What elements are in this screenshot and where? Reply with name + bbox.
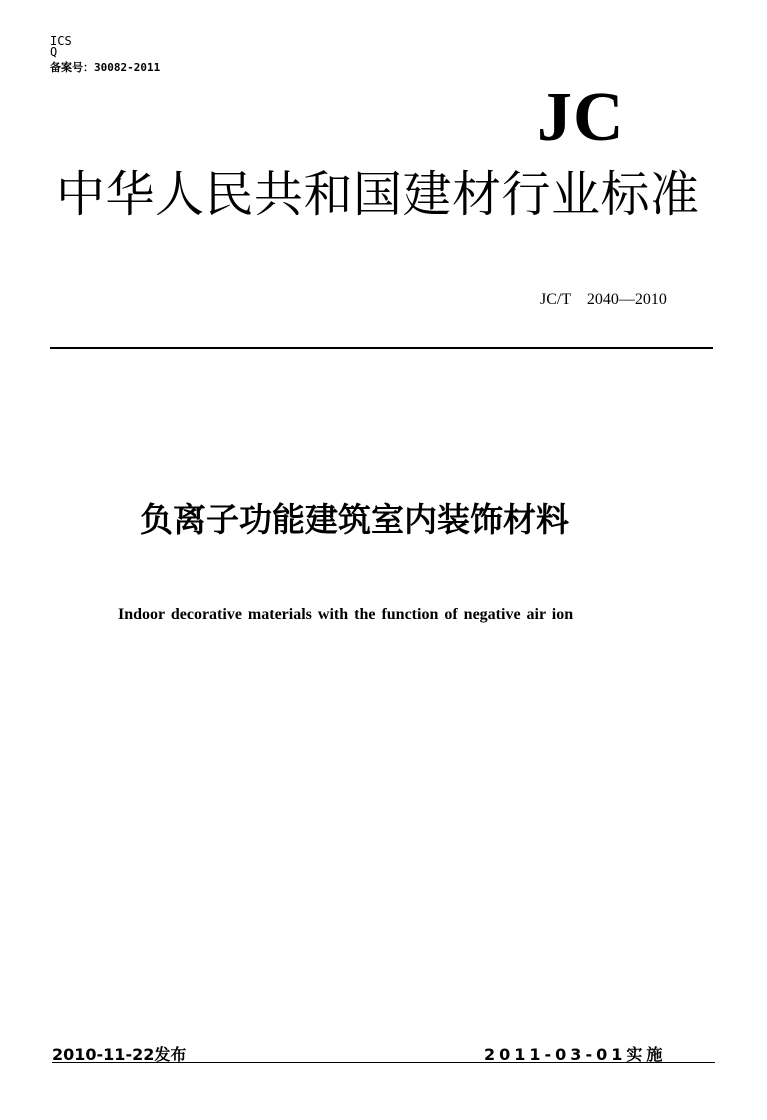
document-title-cn: 负离子功能建筑室内装饰材料 bbox=[140, 500, 569, 539]
filing-number: 备案号：30082-2011 bbox=[50, 61, 161, 74]
category-code: Q bbox=[50, 45, 58, 59]
standard-title: 中华人民共和国建材行业标准 bbox=[56, 166, 700, 223]
top-divider bbox=[50, 347, 713, 349]
bottom-divider bbox=[52, 1062, 715, 1063]
standard-mark: JC bbox=[537, 79, 625, 156]
publish-date: 2010-11-22发布 bbox=[52, 1045, 187, 1064]
document-title-en: Indoor decorative materials with the function of negative air ion bbox=[118, 606, 574, 623]
implement-date: 2011-03-01实施 bbox=[484, 1045, 667, 1064]
standard-number: JC/T 2040—2010 bbox=[540, 291, 667, 308]
ics-code: ICS bbox=[50, 34, 72, 48]
